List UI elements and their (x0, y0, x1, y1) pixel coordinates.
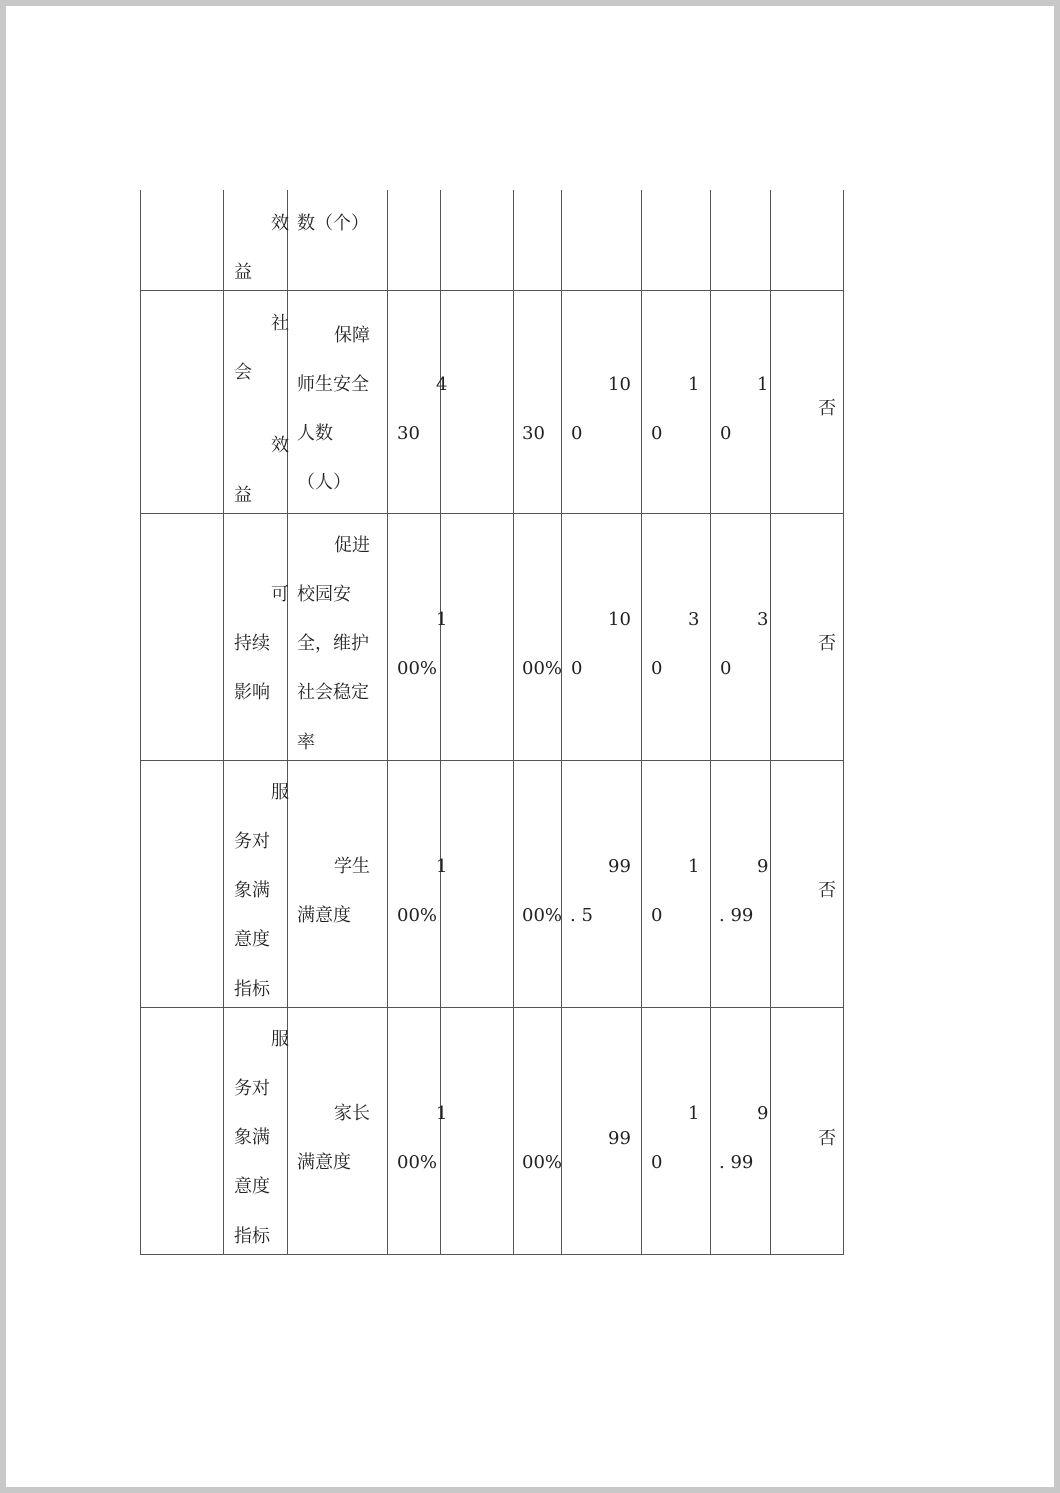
indicator-cell-text: 保障 (334, 325, 370, 346)
indicator-cell-text: 社会稳定 (297, 682, 369, 703)
category-cell-text: 益 (234, 485, 252, 506)
value-cell-text: 0 (571, 658, 583, 679)
value-cell-text: 3 (757, 609, 769, 630)
value-cell-text: 9 (757, 856, 769, 877)
row-divider (140, 1007, 844, 1008)
result-cell-text: 否 (818, 398, 836, 419)
category-cell-text: 社 (271, 313, 289, 334)
table-divider (770, 190, 771, 1255)
category-cell-text: 影响 (234, 682, 270, 703)
value-cell-text: 0 (651, 423, 663, 444)
result-cell-text: 否 (818, 633, 836, 654)
value-cell-text: 10 (608, 609, 631, 630)
table-divider (387, 190, 388, 1255)
table-border-right (843, 190, 844, 1255)
indicator-cell-text: 满意度 (297, 905, 351, 926)
value-cell-text: 00% (397, 905, 438, 926)
value-cell-text: . 99 (719, 905, 754, 926)
category-cell-text: 益 (234, 262, 252, 283)
value-cell-text: 10 (608, 374, 631, 395)
indicator-cell-text: 全，维护 (297, 633, 369, 654)
category-cell-text: 持续 (234, 633, 270, 654)
category-cell-text: 指标 (234, 1226, 270, 1247)
category-cell-text: 指标 (234, 979, 270, 1000)
value-cell-text: . 99 (719, 1152, 754, 1173)
category-cell-text: 象满 (234, 1127, 270, 1148)
value-cell-text: 4 (436, 374, 448, 395)
value-cell-text: 99 (608, 856, 631, 877)
value-cell-text: 00% (397, 658, 438, 679)
value-cell-text: 1 (688, 374, 700, 395)
category-cell-text: 效 (271, 213, 289, 234)
document-page (6, 6, 1054, 1487)
value-cell-text: 00% (522, 905, 563, 926)
category-cell-text: 意度 (234, 1176, 270, 1197)
indicator-cell-text: 校园安 (297, 584, 351, 605)
table-divider (513, 190, 514, 1255)
value-cell-text: . 5 (570, 905, 593, 926)
value-cell-text: 0 (651, 905, 663, 926)
value-cell-text: 00% (397, 1152, 438, 1173)
category-cell-text: 效 (271, 435, 289, 456)
row-divider (140, 513, 844, 514)
value-cell-text: 1 (436, 1103, 448, 1124)
category-cell-text: 务对 (234, 1078, 270, 1099)
indicator-cell-text: 学生 (334, 856, 370, 877)
indicator-cell-text: 师生安全 (297, 374, 369, 395)
table-border-bottom (140, 1254, 844, 1255)
row-divider (140, 290, 844, 291)
value-cell-text: 30 (522, 423, 545, 444)
table-divider (561, 190, 562, 1255)
indicator-cell-text: （人） (297, 472, 351, 493)
value-cell-text: 9 (757, 1103, 769, 1124)
value-cell-text: 1 (436, 856, 448, 877)
value-cell-text: 3 (688, 609, 700, 630)
category-cell-text: 会 (234, 362, 252, 383)
table-divider (287, 190, 288, 1255)
indicator-cell-text: 满意度 (297, 1152, 351, 1173)
indicator-cell-text: 率 (297, 732, 315, 753)
value-cell-text: 99 (608, 1128, 631, 1149)
table-divider (440, 190, 441, 1255)
value-cell-text: 0 (571, 423, 583, 444)
category-cell-text: 务对 (234, 831, 270, 852)
value-cell-text: 0 (720, 658, 732, 679)
result-cell-text: 否 (818, 1128, 836, 1149)
value-cell-text: 1 (688, 1103, 700, 1124)
result-cell-text: 否 (818, 880, 836, 901)
value-cell-text: 00% (522, 1152, 563, 1173)
value-cell-text: 1 (436, 609, 448, 630)
value-cell-text: 0 (651, 1152, 663, 1173)
value-cell-text: 0 (651, 658, 663, 679)
row-divider (140, 760, 844, 761)
category-cell-text: 服 (271, 1029, 289, 1050)
value-cell-text: 30 (397, 423, 420, 444)
table-divider (641, 190, 642, 1255)
value-cell-text: 1 (688, 856, 700, 877)
table-border-left (140, 190, 141, 1255)
category-cell-text: 象满 (234, 880, 270, 901)
indicator-cell-text: 人数 (297, 423, 333, 444)
table-divider (710, 190, 711, 1255)
category-cell-text: 意度 (234, 929, 270, 950)
category-cell-text: 可 (271, 584, 289, 605)
value-cell-text: 0 (720, 423, 732, 444)
table-divider (223, 190, 224, 1255)
value-cell-text: 00% (522, 658, 563, 679)
category-cell-text: 服 (271, 782, 289, 803)
indicator-cell-text: 促进 (334, 535, 370, 556)
indicator-cell-text: 数（个） (297, 213, 369, 234)
indicator-cell-text: 家长 (334, 1103, 370, 1124)
value-cell-text: 1 (757, 374, 769, 395)
